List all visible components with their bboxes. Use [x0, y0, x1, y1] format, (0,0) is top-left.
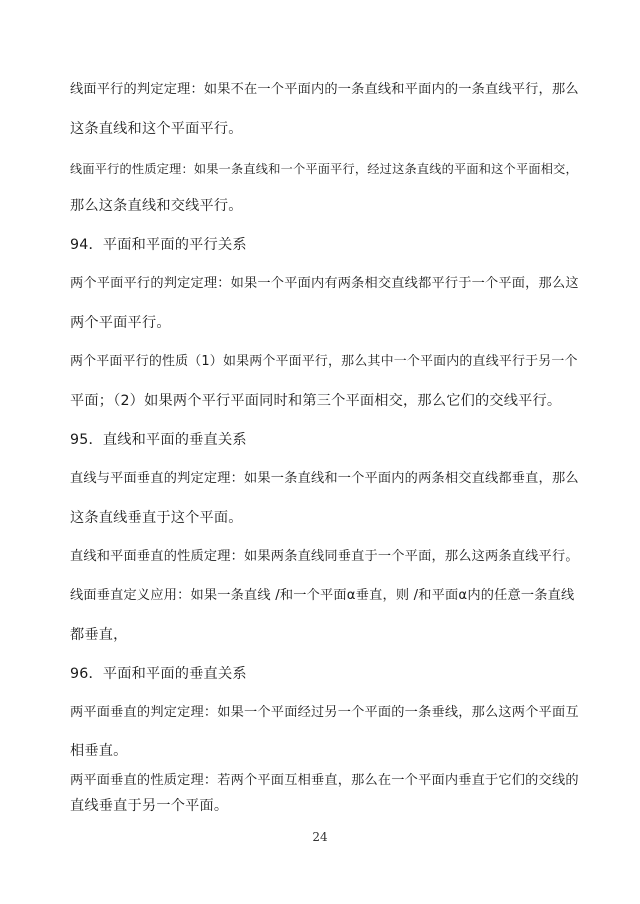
text-line: 直线垂直于另一个平面。 [70, 798, 229, 814]
text-line: 线面平行的判定定理：如果不在一个平面内的一条直线和平面内的一条直线平行，那么 [70, 82, 579, 97]
text-line: 那么这条直线和交线平行。 [70, 198, 243, 214]
section-heading-94: 94．平面和平面的平行关系 [70, 237, 247, 253]
text-line: 直线和平面垂直的性质定理：如果两条直线同垂直于一个平面，那么这两条直线平行。 [70, 549, 579, 564]
page-number: 24 [312, 830, 328, 844]
text-line: 相垂直。 [70, 743, 128, 759]
section-heading-96: 96．平面和平面的垂直关系 [70, 666, 247, 682]
text-line: 两平面垂直的性质定理：若两个平面互相垂直，那么在一个平面内垂直于它们的交线的 [70, 773, 579, 788]
text-line: 两平面垂直的判定定理：如果一个平面经过另一个平面的一条垂线，那么这两个平面互 [70, 705, 579, 720]
text-line: 这条直线垂直于这个平面。 [70, 510, 243, 526]
text-line: 这条直线和这个平面平行。 [70, 121, 243, 137]
text-line: 两个平面平行的判定定理：如果一个平面内有两条相交直线都平行于一个平面，那么这 [70, 276, 579, 291]
text-line: 都垂直， [70, 627, 128, 643]
text-line: 两个平面平行。 [70, 315, 171, 331]
text-line: 平面；（2）如果两个平行平面同时和第三个平面相交，那么它们的交线平行。 [70, 393, 562, 409]
text-line: 线面平行的性质定理：如果一条直线和一个平面平行，经过这条直线的平面和这个平面相交， [70, 162, 578, 176]
section-heading-95: 95．直线和平面的垂直关系 [70, 432, 247, 448]
text-line: 线面垂直定义应用：如果一条直线 /和一个平面α垂直，则 /和平面α内的任意一条直线 [70, 588, 575, 603]
text-line: 直线与平面垂直的判定定理：如果一条直线和一个平面内的两条相交直线都垂直，那么 [70, 471, 579, 486]
text-line: 两个平面平行的性质（1）如果两个平面平行，那么其中一个平面内的直线平行于另一个 [70, 354, 578, 369]
